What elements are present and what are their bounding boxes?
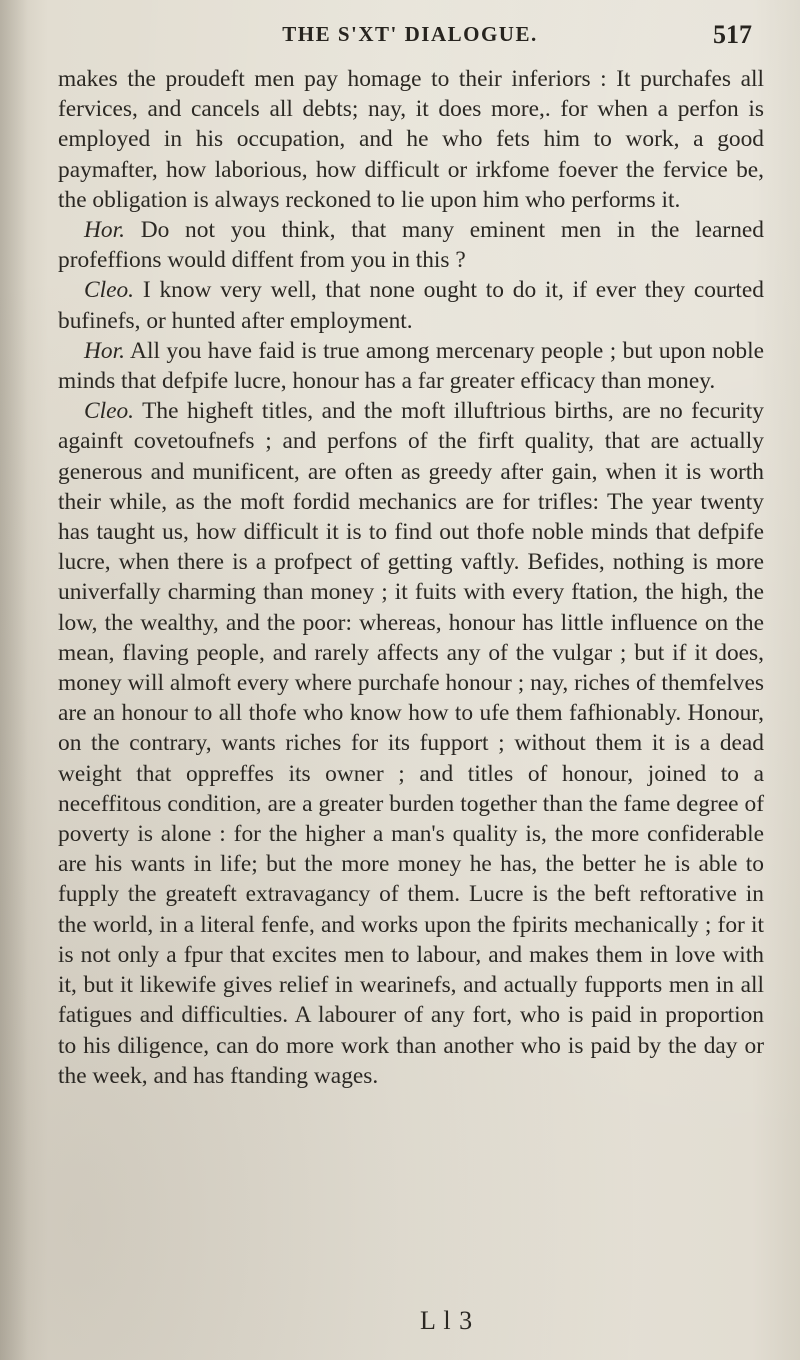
paragraph-cleomenes-2 [58,396,764,1091]
paragraph-continuation [58,64,764,215]
running-head [60,14,760,58]
signature-mark: L l 3 [420,1306,474,1335]
speaker-name: Hor. [84,217,125,244]
speaker-name: Hor. [84,337,125,364]
paragraph-text: All you have faid is true among mercenary people ; but upon noble minds that defpife lucre, honour has a far greater efficacy than money. [58,337,764,395]
speaker-name: Cleo. [84,277,135,304]
paragraph-horatio-1 [58,215,764,275]
gutter-shadow [0,0,28,1360]
paragraph-cleomenes-1 [58,275,764,335]
paragraph-horatio-2 [58,336,764,396]
paragraph-text: makes the proudeft men pay homage to their inferiors : It purchafes all fervices, and cancels all debts; nay, it does more,. for when a perfon is employed in his occupation, and he who fets him to work, a good paymafter, how laborious, how difficult or irkfome foever the fervice be, the obligation is always reckoned to lie upon him who performs it. [58,66,764,213]
paragraph-text: The higheft titles, and the moft illuftrious births, are no fecurity againft covetoufnefs ; and perfons of the firft quality, that are actually generous and munificent, are often as greedy after gain, when it is worth their while, as the moft fordid mechanics are for trifles: The year twenty has taught us, how difficult it is to find out thofe noble minds that defpife lucre, when there is a profpect of getting vaftly. Befides, nothing is more univerfally charming than money ; it fuits with every ftation, the high, the low, the wealthy, and the poor: whereas, honour has little influence on the mean, flaving people, and rarely affects any of the vulgar ; but if it does, money will almoft every where purchafe honour ; nay, riches of themfelves are an honour to all thofe who know how to ufe them fafhionably. Honour, on the contrary, wants riches for its fupport ; without them it is a dead weight that oppreffes its owner ; and titles of honour, joined to a neceffitous condition, are a greater burden together than the fame degree of poverty is alone : for the higher a man's quality is, the more confiderable are his wants in life; but the more money he has, the better he is able to fupply the greateft extravagancy of them. Lucre is the beft reftorative in the world, in a literal fenfe, and works upon the fpirits mechanically ; for it is not only a fpur that excites men to labour, and makes them in love with it, but it likewife gives relief in wearinefs, and actually fupports men in all fatigues and difficulties. A labourer of any fort, who is paid in proportion to his diligence, can do more work than another who is paid by the day or the week, and has ftanding wages. [58,398,764,1089]
running-title: THE S'XT' DIALOGUE. [282,22,538,46]
paragraph-text: I know very well, that none ought to do it, if ever they courted bufinefs, or hunted after employment. [58,277,764,334]
page-number: 517 [713,20,752,49]
paragraph-text: Do not you think, that many eminent men in the learned profeffions would diffent from you in this ? [58,217,764,274]
speaker-name: Cleo. [84,398,135,425]
body-text [58,64,764,1091]
